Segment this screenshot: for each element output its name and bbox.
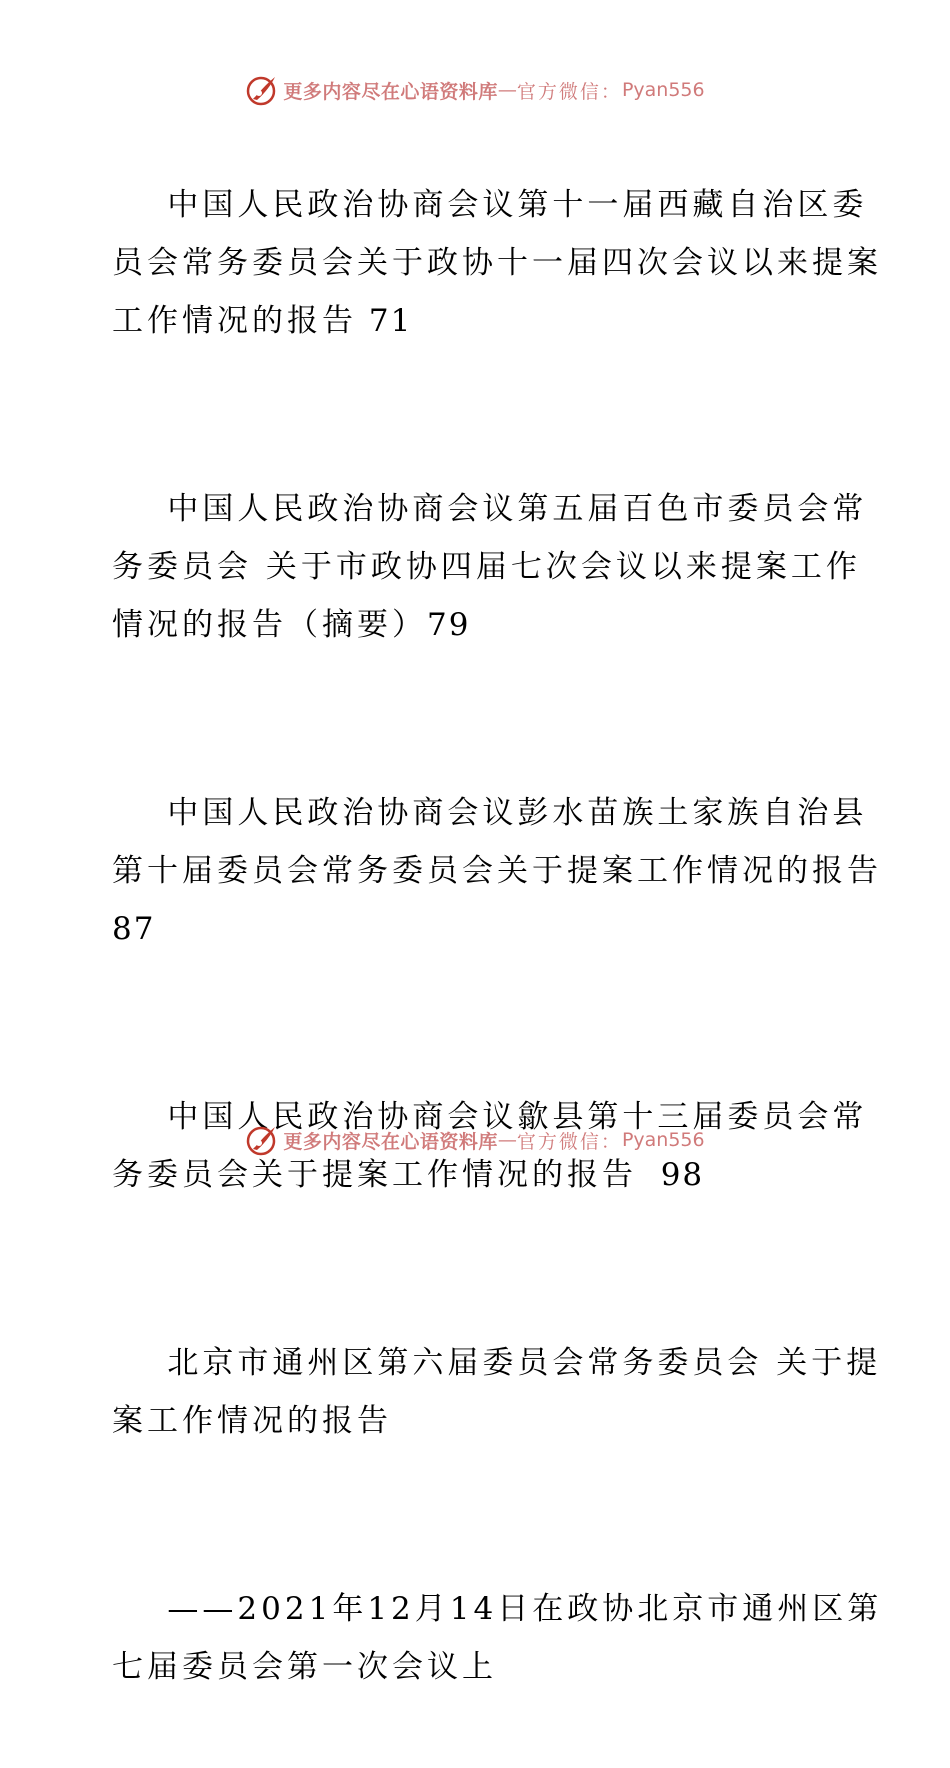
toc-content <box>98 118 906 1768</box>
watermark-sub-text: 官方微信： <box>516 1130 622 1153</box>
toc-entry-title: 中国人民政治协商会议第十一届西藏自治区委员会常务委员会关于政协十一届四次会议以来提案工作情况的报告 <box>112 187 882 339</box>
toc-entry-title: 中国人民政治协商会议彭水苗族土家族自治县第十届委员会常务委员会关于提案工作情况的报告 <box>112 795 882 889</box>
watermark-banner-top <box>0 70 950 110</box>
quill-logo-icon <box>245 1123 279 1157</box>
quill-logo-icon <box>245 73 279 107</box>
toc-entry-title: 中国人民政治协商会议歙县第十三届委员会常务委员会关于提案工作情况的报告 <box>112 1099 868 1193</box>
toc-entry <box>98 726 906 1016</box>
toc-entry <box>98 1522 888 1754</box>
watermark-wechat-id: Pyan556 <box>621 1129 705 1151</box>
toc-entry-page: 71 <box>357 303 413 339</box>
watermark-banner-bottom <box>0 1120 950 1160</box>
toc-entry-page: 79 <box>427 607 471 643</box>
watermark-sub-text: 官方微信： <box>516 80 622 103</box>
watermark-wechat-id: Pyan556 <box>621 79 705 101</box>
toc-entry-title: ——2021年12月14日在政协北京市通州区第七届委员会第一次会议上 <box>112 1591 883 1685</box>
watermark-main-text: 更多内容尽在心语资料库 <box>283 80 498 103</box>
toc-entry-title: 北京市通州区第六届委员会常务委员会 关于提案工作情况的报告 <box>112 1345 882 1439</box>
toc-entry-title: 中国人民政治协商会议第五届百色市委员会常务委员会 关于市政协四届七次会议以来提案工作情况的报告（摘要） <box>112 491 868 643</box>
toc-entry <box>98 1276 888 1508</box>
toc-entry-page: 87 <box>112 853 906 947</box>
toc-entry <box>98 422 888 712</box>
toc-entry-page: 98 <box>637 1157 705 1193</box>
toc-entry <box>98 118 888 408</box>
watermark-dash: — <box>497 1129 517 1151</box>
watermark-dash: — <box>497 79 517 101</box>
watermark-main-text: 更多内容尽在心语资料库 <box>283 1130 498 1153</box>
